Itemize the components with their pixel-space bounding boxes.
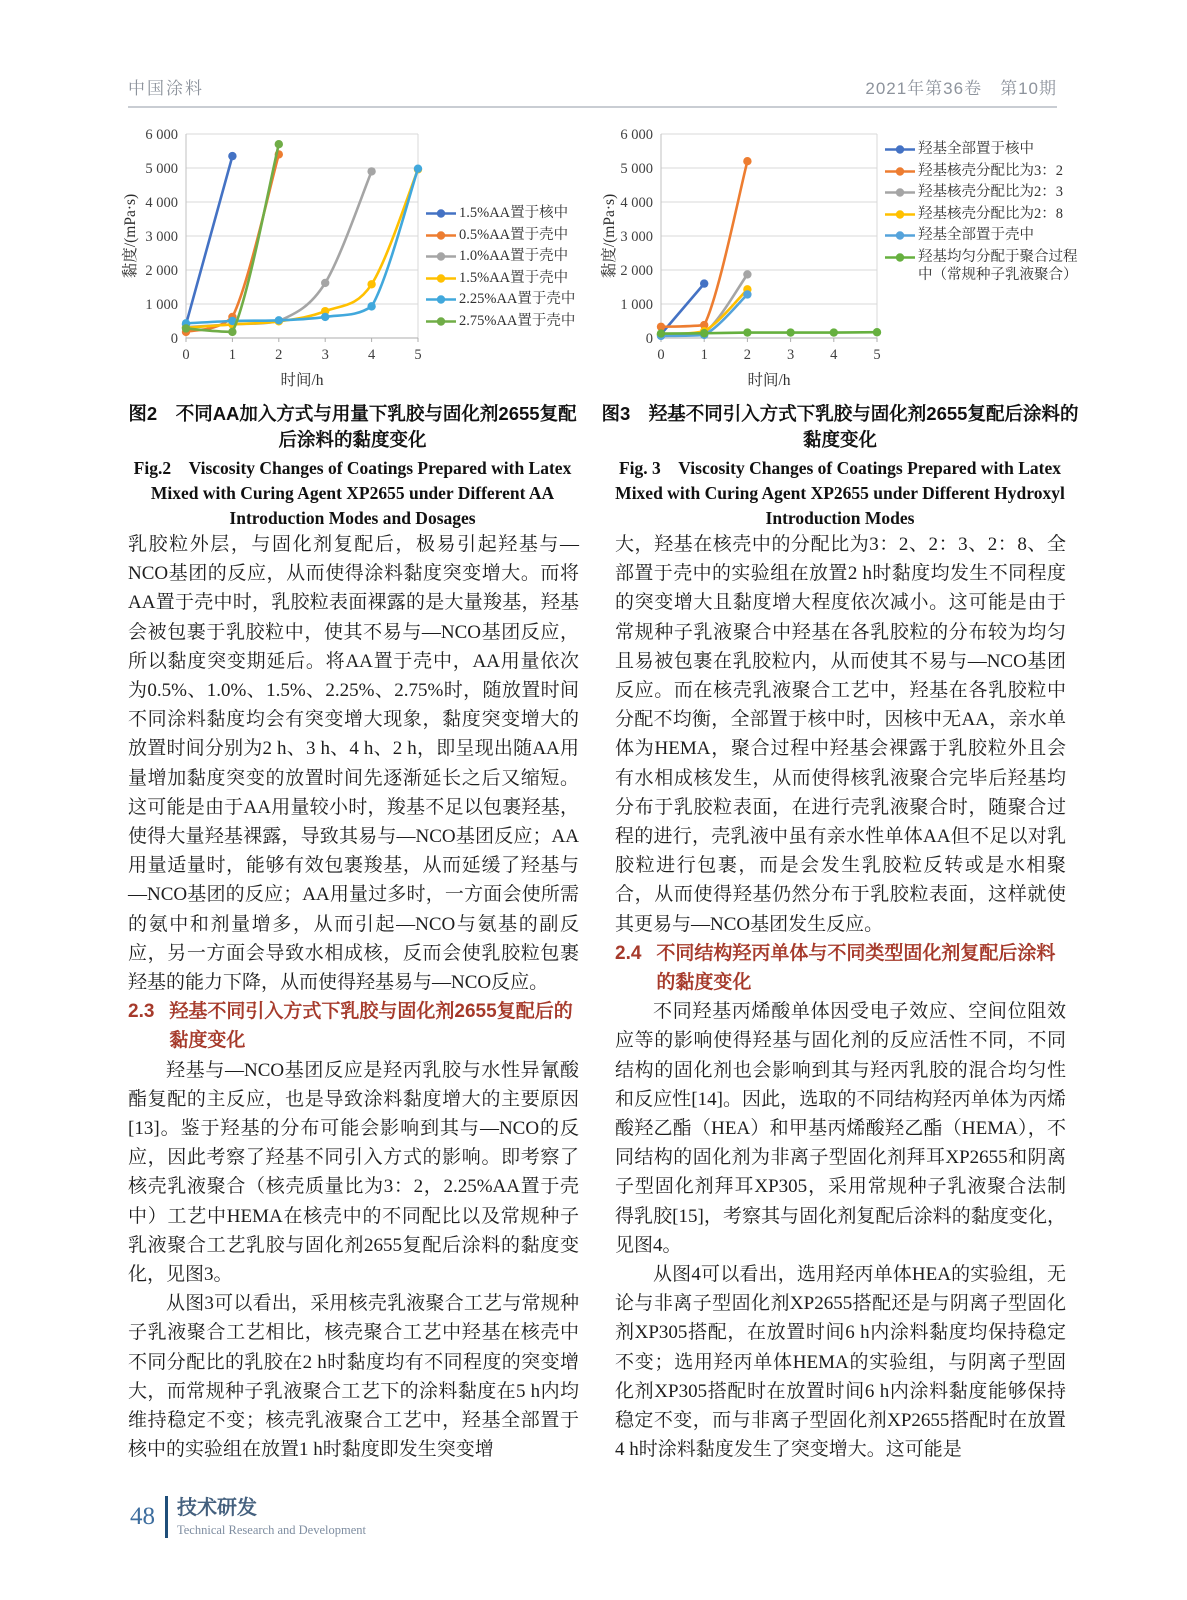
svg-text:4: 4 [367,347,376,363]
legend-item [426,312,582,331]
paragraph: 从图3可以看出，采用核壳乳液聚合工艺与常规种子乳液聚合工艺相比，核壳聚合工艺中羟基在核壳中不同分配比的乳胶在2 h时黏度均有不同程度的突变增大，而常规种子乳液聚合工艺下的涂料黏度在5 h内均维持稳定不变；核壳乳液聚合工艺中，羟基全部置于核中的实验组在放置1 h时黏度即发生突变增 [128,1293,579,1461]
legend-item [885,140,1085,159]
svg-text:时间/h: 时间/h [747,372,791,389]
legend-swatch-icon [885,187,915,198]
figures-row [120,118,1081,531]
legend-swatch-icon [885,166,915,177]
section-title: 羟基不同引入方式下乳胶与固化剂2655复配后的黏度变化 [169,1001,573,1052]
legend-label: 1.5%AA置于壳中 [459,269,569,286]
legend-item [426,204,582,223]
issue-info: 2021年第36卷 第10期 [865,79,1057,98]
figure2-caption [120,401,585,531]
figure3-caption [599,401,1081,531]
legend-label: 0.5%AA置于壳中 [459,226,569,243]
legend-label: 1.0%AA置于壳中 [459,248,569,264]
svg-text:3 000: 3 000 [620,229,653,245]
legend-item [885,226,1085,245]
svg-text:0: 0 [170,331,178,347]
svg-text:0: 0 [645,331,653,347]
legend-label: 2.25%AA置于壳中 [459,291,576,307]
footer-section-en: Technical Research and Development [177,1522,366,1537]
svg-text:2 000: 2 000 [145,263,178,279]
legend-swatch-icon [885,252,915,263]
svg-text:4: 4 [830,347,838,363]
figure2-caption-zh: 图2 不同AA加入方式与用量下乳胶与固化剂2655复配后涂料的黏度变化 [128,403,577,450]
legend-item [885,248,1085,285]
section-title: 不同结构羟丙单体与不同类型固化剂复配后涂料的黏度变化 [656,942,1056,994]
paragraph: 从图4可以看出，选用羟丙单体HEA的实验组，无论与非离子型固化剂XP2655搭配还是与阴离子型固化剂XP305搭配，在放置时间6 h内涂料黏度均保持稳定不变；选用羟丙单体HEMA的实验组，与阴离子型固化剂XP305搭配时在放置时间6 h内涂料黏度能够保持稳定不变，而与非离子型固化剂XP2655搭配时在放置4 h时涂料黏度发生了突变增大。这可能是 [615,1264,1066,1461]
svg-text:3: 3 [786,347,795,363]
legend-swatch-icon [426,273,456,284]
legend-swatch-icon [885,144,915,155]
footer-section [177,1497,366,1538]
legend-swatch-icon [426,208,456,219]
section-number: 2.4 [615,942,642,964]
section-number: 2.3 [128,1001,155,1023]
figure-2 [120,118,585,531]
svg-text:2: 2 [275,347,283,363]
svg-text:5: 5 [873,347,881,363]
legend-swatch-icon [885,230,915,241]
svg-text:6 000: 6 000 [145,127,178,143]
svg-text:2 000: 2 000 [620,263,653,279]
paragraph: 羟基与—NCO基团反应是羟丙乳胶与水性异氰酸酯复配的主反应，也是导致涂料黏度增大的主要原因[13]。鉴于羟基的分布可能会影响到其与—NCO的反应，因此考察了羟基不同引入方式的影响。即考察了核壳乳液聚合（核壳质量比为3：2，2.25%AA置于壳中）工艺中HEMA在核壳中的不同配比以及常规种子乳液聚合工艺乳胶与固化剂2655复配后涂料的黏度变化，见图3。 [128,1059,579,1286]
svg-text:6 000: 6 000 [620,127,653,143]
left-column [128,530,579,1465]
legend-item [426,290,582,309]
legend-item [885,205,1085,224]
svg-text:3: 3 [321,347,329,363]
svg-text:2: 2 [743,347,752,363]
svg-text:0: 0 [657,347,665,363]
legend-label: 羟基全部置于核中 [918,141,1034,157]
svg-text:时间/h: 时间/h [280,372,324,389]
legend-swatch-icon [426,230,456,241]
svg-text:1: 1 [228,347,237,363]
legend-item [426,226,582,245]
svg-text:4 000: 4 000 [620,195,653,211]
svg-text:黏度/(mPa·s): 黏度/(mPa·s) [601,193,618,279]
svg-text:1: 1 [700,347,708,363]
legend-swatch-icon [885,209,915,220]
article-body [128,530,1067,1465]
footer-divider [165,1496,168,1538]
page-number: 48 [130,1503,155,1530]
svg-text:4 000: 4 000 [145,195,178,211]
journal-name: 中国涂料 [128,79,204,98]
legend-item [885,183,1085,202]
figure2-chart [120,118,585,395]
legend-item [885,162,1085,181]
svg-text:5: 5 [414,347,422,363]
figure3-caption-zh: 图3 羟基不同引入方式下乳胶与固化剂2655复配后涂料的黏度变化 [601,403,1079,450]
svg-text:5 000: 5 000 [145,161,178,177]
figure3-caption-en: Fig. 3 Viscosity Changes of Coatings Prepared with Latex Mixed with Curing Agent XP2655 under Different Hydroxyl Introduction Modes [615,458,1065,528]
svg-text:5 000: 5 000 [620,161,653,177]
section-heading [615,939,1066,997]
figure3-chart [599,118,1081,395]
right-column [615,530,1066,1465]
figure3-legend [885,140,1085,285]
page-footer [130,1496,366,1538]
page-header [128,74,1057,108]
legend-label: 1.5%AA置于核中 [459,205,569,221]
legend-swatch-icon [426,294,456,305]
svg-text:黏度/(mPa·s): 黏度/(mPa·s) [122,193,139,279]
footer-section-zh: 技术研发 [177,1496,257,1519]
legend-label: 羟基核壳分配比为2：3 [918,184,1063,200]
legend-label: 羟基核壳分配比为3：2 [918,162,1063,179]
paragraph: 不同羟基丙烯酸单体因受电子效应、空间位阻效应等的影响使得羟基与固化剂的反应活性不同，不同结构的固化剂也会影响到其与羟丙乳胶的混合均匀性和反应性[14]。因此，选取的不同结构羟丙单体为丙烯酸羟乙酯（HEA）和甲基丙烯酸羟乙酯（HEMA），不同结构的固化剂为非离子型固化剂拜耳XP2655和阴离子型固化剂拜耳XP305，采用常规种子乳液聚合法制得乳胶[15]，考察其与固化剂复配后涂料的黏度变化，见图4。 [615,1001,1066,1256]
legend-label: 羟基全部置于壳中 [918,227,1034,243]
legend-label: 羟基核壳分配比为2：8 [918,205,1063,222]
paragraph: 乳胶粒外层，与固化剂复配后，极易引起羟基与—NCO基团的反应，从而使得涂料黏度突变增大。而将AA置于壳中时，乳胶粒表面裸露的是大量羧基，羟基会被包裹于乳胶粒中，使其不易与—NCO基团反应，所以黏度突变期延后。将AA置于壳中，AA用量依次为0.5%、1.0%、1.5%、2.25%、2.75%时，随放置时间不同涂料黏度均会有突变增大现象，黏度突变增大的放置时间分别为2 h、3 h、4 h、2 h，即呈现出随AA用量增加黏度突变的放置时间先逐渐延长之后又缩短。这可能是由于AA用量较小时，羧基不足以包裹羟基，使得大量羟基裸露，导致其易与—NCO基团反应；AA用量适量时，能够有效包裹羧基，从而延缓了羟基与—NCO基团的反应；AA用量过多时，一方面会使所需的氨中和剂量增多，从而引起—NCO与氨基的副反应，另一方面会导致水相成核，反而会使乳胶粒包裹羟基的能力下降，从而使得羟基易与—NCO反应。 [128,534,579,994]
figure2-legend [426,204,582,330]
figure2-caption-en: Fig.2 Viscosity Changes of Coatings Prepared with Latex Mixed with Curing Agent XP2655 under Different AA Introduction Modes and Dosages [133,458,572,528]
figure-3 [599,118,1081,531]
paragraph: 大，羟基在核壳中的分配比为3：2、2：3、2：8、全部置于壳中的实验组在放置2 h时黏度均发生不同程度的突变增大且黏度增大程度依次减小。这可能是由于常规种子乳液聚合中羟基在各乳胶粒的分布较为均匀且易被包裹在乳胶粒内，从而使其不易与—NCO基团反应。而在核壳乳液聚合工艺中，羟基在各乳胶粒中分配不均衡，全部置于核中时，因核中无AA，亲水单体为HEMA，聚合过程中羟基会裸露于乳胶粒外且会有水相成核发生，从而使得核乳液聚合完毕后羟基均分布于乳胶粒表面，在进行壳乳液聚合时，随聚合过程的进行，壳乳液中虽有亲水性单体AA但不足以对乳胶粒进行包裹，而是会发生乳胶粒反转或是水相聚合，从而使得羟基仍然分布于乳胶粒表面，这样就使其更易与—NCO基团发生反应。 [615,534,1066,935]
legend-item [426,269,582,288]
legend-label: 2.75%AA置于壳中 [459,312,576,329]
legend-label: 羟基均匀分配于聚合过程中（常规种子乳液聚合） [918,248,1078,283]
legend-item [426,247,582,266]
svg-text:1 000: 1 000 [145,297,178,313]
svg-text:1 000: 1 000 [620,297,653,313]
svg-text:3 000: 3 000 [145,229,178,245]
svg-text:0: 0 [182,347,190,363]
legend-swatch-icon [426,316,456,327]
legend-swatch-icon [426,251,456,262]
section-heading [128,997,579,1055]
